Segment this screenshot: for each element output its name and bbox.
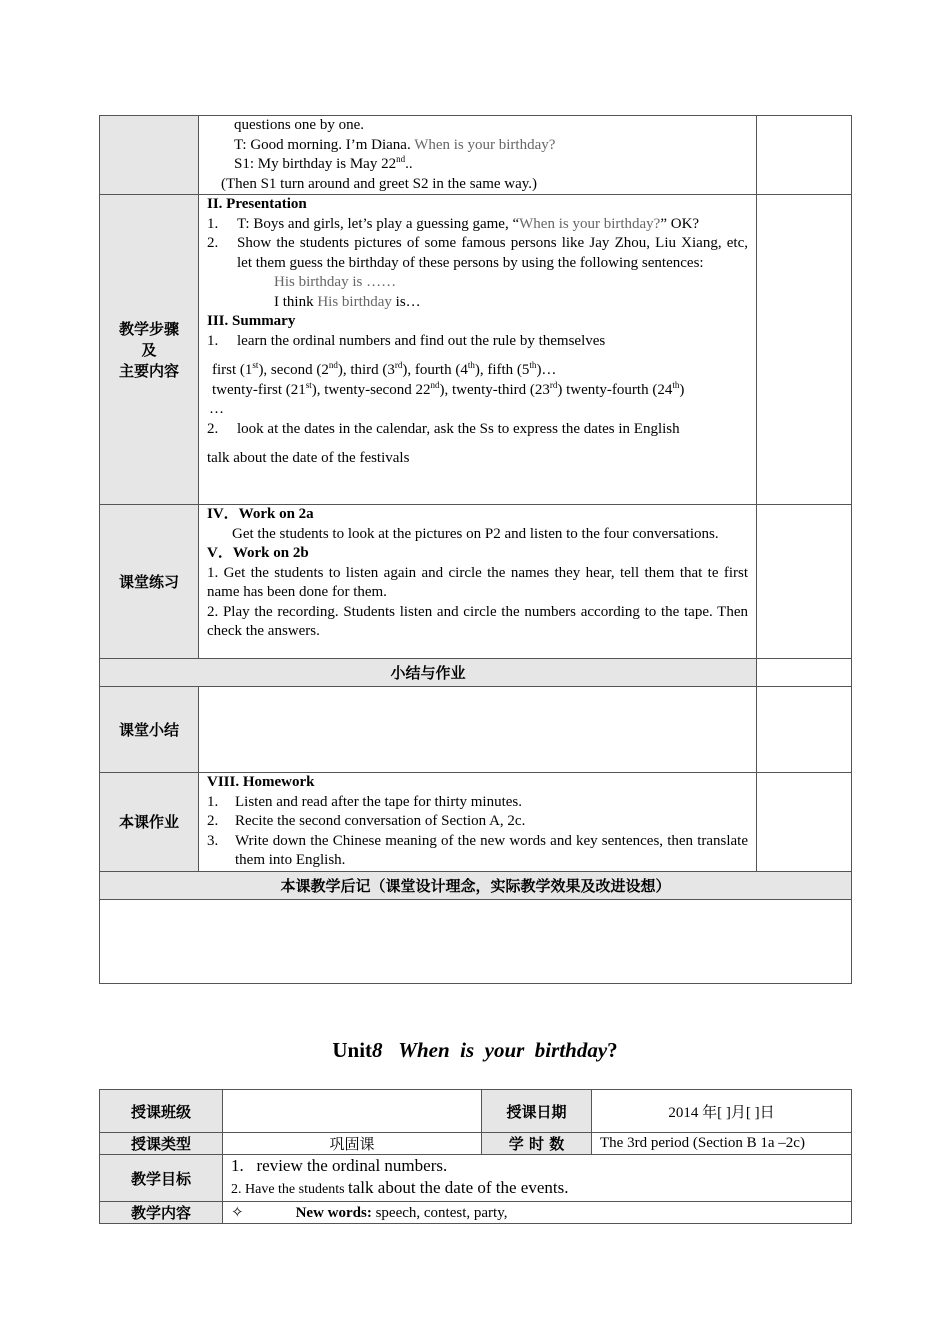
intro-line-2: T: Good morning. I’m Diana. When is your birthday? (234, 136, 556, 153)
ordinal-suffix: rd (394, 360, 403, 370)
ordinal-text: first (1 (212, 362, 253, 378)
reflection-body-row (100, 899, 852, 983)
content-value: ✧ New words: speech, contest, party, (223, 1202, 852, 1224)
goal-2: 2. Have the students talk about the date of the events. (231, 1178, 569, 1197)
type-value: 巩固课 (223, 1133, 482, 1155)
homework-label: 本课作业 (100, 773, 199, 872)
ordinal-suffix: st (305, 379, 312, 390)
summary-item-2: 2. look at the dates in the calendar, ask the Ss to express the dates in English (207, 420, 680, 437)
ordinal-text: ), third (3 (337, 362, 395, 378)
class-summary-content (199, 687, 757, 773)
summary-item-1: 1. learn the ordinal numbers and find out the rule by themselves (207, 332, 606, 349)
ordinal-text: ) (679, 381, 685, 398)
homework-item: 3. Write down the Chinese meaning of the new words and key sentences, then translate them into English. (207, 832, 748, 868)
hours-label: 学 时 数 (482, 1133, 592, 1155)
work-2b-item-2: 2. Play the recording. Students listen and circle the numbers according to the tape. Then check the answers. (207, 603, 748, 639)
intro-label-cell (100, 116, 199, 195)
class-practice-label: 课堂练习 (100, 505, 199, 659)
presentation-heading: II. Presentation (207, 196, 307, 212)
content-row (100, 1202, 852, 1224)
teaching-steps-row (100, 195, 852, 505)
work-2b-heading: V．Work on 2b (207, 545, 309, 561)
date-label: 授课日期 (482, 1090, 592, 1133)
ordinal-suffix: nd (430, 379, 440, 390)
work-2a-heading: IV．Work on 2a (207, 506, 314, 522)
summary-item-2-extra: talk about the date of the festivals (207, 450, 410, 466)
intro-line-3: S1: My birthday is May 22nd.. (234, 154, 413, 172)
ordinals-ellipsis: … (209, 401, 224, 417)
ordinal-suffix: rd (549, 379, 558, 390)
class-practice-content (199, 505, 757, 659)
presentation-item-2: 2. Show the students pictures of some famous persons like Jay Zhou, Liu Xiang, etc, let them guess the birthday of these persons by using the following sentences: (207, 235, 748, 271)
ordinal-text: twenty-first (21 (212, 381, 306, 398)
lesson-info-table (99, 1089, 852, 1224)
ordinals-line-2 (207, 381, 748, 401)
reflection-header-row (100, 871, 852, 899)
reflection-header: 本课教学后记（课堂设计理念，实际教学效果及改进设想） (100, 871, 852, 899)
summary-homework-header-remark (757, 659, 852, 687)
summary-homework-header: 小结与作业 (100, 659, 757, 687)
ordinal-text: ), twenty-third (23 (439, 381, 550, 398)
homework-heading: VIII. Homework (207, 774, 315, 790)
ordinal-suffix: th (467, 360, 475, 370)
presentation-item-1: 1. T: Boys and girls, let’s play a guessing game, “When is your birthday?” OK? (207, 215, 700, 232)
ordinal-text: ), fourth (4 (402, 362, 468, 378)
lesson-plan-table (99, 115, 852, 984)
goals-label: 教学目标 (100, 1155, 223, 1202)
ordinal-text: ), fifth (5 (474, 362, 530, 378)
homework-row (100, 773, 852, 872)
class-date-row (100, 1090, 852, 1133)
intro-dialogue-row (100, 116, 852, 195)
ordinal-suffix: st (252, 360, 259, 370)
intro-remark-cell (757, 116, 852, 195)
ordinal-text: ) twenty-fourth (24 (557, 381, 673, 398)
ordinals-line-1 (207, 361, 748, 381)
hours-value: The 3rd period (Section B 1a –2c) (592, 1133, 852, 1155)
date-value: 2014 年[ ]月[ ]日 (592, 1090, 852, 1133)
reflection-body (100, 899, 852, 983)
goals-row (100, 1155, 852, 1202)
homework-remark (757, 773, 852, 872)
teaching-steps-content (199, 195, 757, 505)
class-practice-remark (757, 505, 852, 659)
guess-sentence-2: I think His birthday is… (274, 293, 421, 310)
class-label: 授课班级 (100, 1090, 223, 1133)
class-summary-label: 课堂小结 (100, 687, 199, 773)
content-label: 教学内容 (100, 1202, 223, 1224)
ordinal-suffix: th (529, 360, 537, 370)
intro-dialogue-cell (199, 116, 757, 195)
class-value (223, 1090, 482, 1133)
intro-line-4: (Then S1 turn around and greet S2 in the same way.) (221, 175, 538, 192)
summary-heading: III. Summary (207, 313, 296, 329)
type-hours-row (100, 1133, 852, 1155)
summary-homework-header-row (100, 659, 852, 687)
ordinal-text: ), twenty-second 22 (311, 381, 431, 398)
goals-content (223, 1155, 852, 1202)
teaching-steps-remark (757, 195, 852, 505)
homework-item: 1. Listen and read after the tape for thirty minutes. (207, 793, 522, 810)
ordinal-suffix: nd (328, 360, 338, 370)
homework-item: 2. Recite the second conversation of Section A, 2c. (207, 813, 526, 829)
goal-1: 1. review the ordinal numbers. (231, 1156, 448, 1175)
ordinal-text: ), second (2 (258, 362, 329, 378)
homework-content (199, 773, 757, 872)
guess-sentence-1: His birthday is …… (274, 274, 397, 290)
intro-line-1: questions one by one. (234, 117, 364, 133)
ordinal-text: )… (536, 362, 557, 378)
class-practice-row (100, 505, 852, 659)
class-summary-remark (757, 687, 852, 773)
work-2a-text: Get the students to look at the pictures on P2 and listen to the four conversations. (232, 525, 719, 542)
teaching-steps-label: 教学步骤 及 主要内容 (100, 195, 199, 505)
ordinal-suffix: th (672, 379, 680, 390)
content-bullet-icon: ✧ (231, 1205, 244, 1221)
class-summary-row (100, 687, 852, 773)
work-2b-item-1: 1. Get the students to listen again and circle the names they hear, tell them that te first name has been done for them. (207, 564, 748, 600)
type-label: 授课类型 (100, 1133, 223, 1155)
unit-title: Unit8 When is your birthday? (332, 1038, 618, 1062)
